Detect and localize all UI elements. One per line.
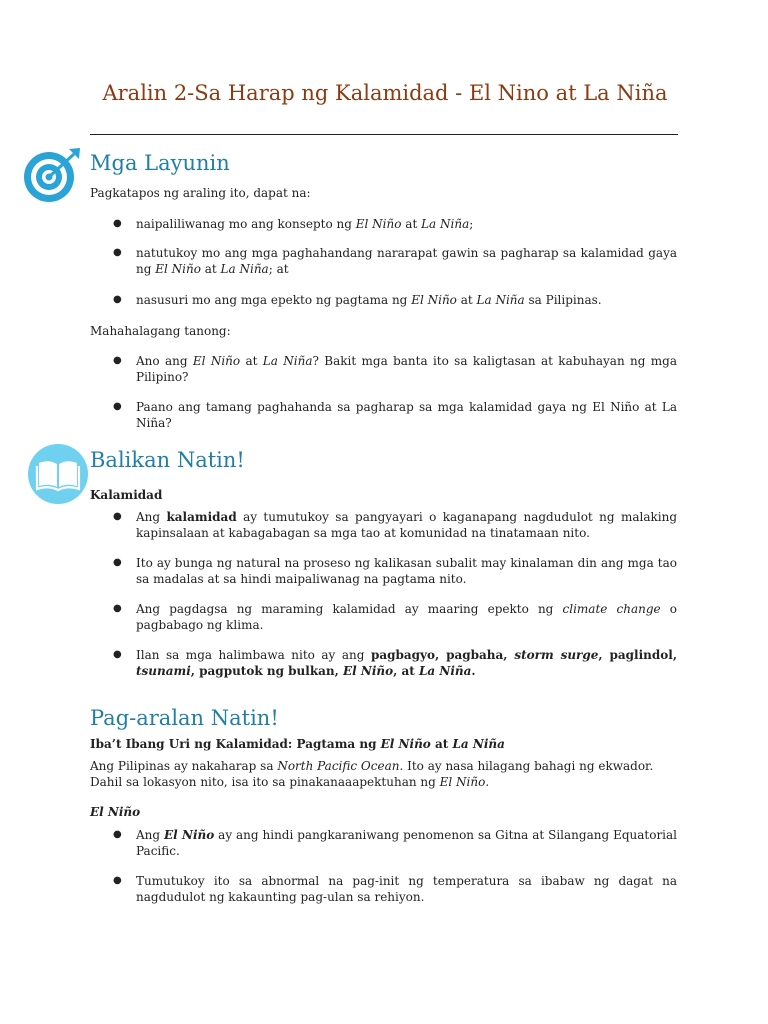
layunin-bullet-3: nasusuri mo ang mga epekto ng pagtama ng El Niño at La Niña sa Pilipinas. [136, 293, 602, 307]
bullet-dot: ● [113, 875, 122, 886]
layunin-bullet-1: naipaliliwanag mo ang konsepto ng El Niño at La Niña; [136, 217, 474, 231]
bullet-dot: ● [113, 649, 122, 660]
bullet-dot: ● [113, 247, 122, 258]
bullet-dot: ● [113, 355, 122, 366]
balikan-bullet-4: Ilan sa mga halimbawa nito ay ang pagbagyo, pagbaha, storm surge, paglindol, tsunami, pagputok ng bulkan, El Niño, at La Niña. [136, 648, 678, 678]
title-divider [90, 134, 678, 135]
balikan-subheading: Kalamidad [90, 488, 163, 502]
pagaralan-paragraph: Ang Pilipinas ay nakaharap sa North Pacific Ocean. Ito ay nasa hilagang bahagi ng ekwador. Dahil sa lokasyon nito, isa ito sa pinakanaaapektuhan ng El Niño. [90, 759, 654, 789]
elnino-bullet-1: Ang El Niño ay ang hindi pangkaraniwang penomenon sa Gitna at Silangang Equatorial Pacific. [136, 828, 678, 858]
tanong-label: Mahahalagang tanong: [90, 324, 231, 338]
balikan-bullet-1: Ang kalamidad ay tumutukoy sa pangyayari o kaganapang nagdudulot ng malaking kapinsalaan at kabagabagan sa mga tao at komunidad na tinatamaan nito. [136, 510, 677, 540]
section-heading-layunin: Mga Layunin [90, 151, 230, 175]
layunin-intro: Pagkatapos ng araling ito, dapat na: [90, 186, 311, 200]
bullet-dot: ● [113, 401, 122, 412]
bullet-dot: ● [113, 294, 122, 305]
bullet-dot: ● [113, 603, 122, 614]
book-icon [27, 443, 91, 505]
layunin-bullet-2: natutukoy mo ang mga paghahandang nararapat gawin sa pagharap sa kalamidad gaya ng El Niño at La Niña; at [136, 246, 677, 276]
elnino-bullet-2: Tumutukoy ito sa abnormal na pag-init ng temperatura sa ibabaw ng dagat na nagdudulot ng kakaunting pag-ulan sa rehiyon. [136, 874, 677, 904]
elnino-label: El Niño [90, 805, 141, 819]
section-heading-balikan: Balikan Natin! [90, 448, 245, 472]
pagaralan-subheading: Iba’t Ibang Uri ng Kalamidad: Pagtama ng El Niño at La Niña [90, 737, 505, 751]
bullet-dot: ● [113, 511, 122, 522]
tanong-bullet-2: Paano ang tamang paghahanda sa pagharap sa mga kalamidad gaya ng El Niño at La Niña? [136, 400, 677, 430]
bullet-dot: ● [113, 218, 122, 229]
tanong-bullet-1: Ano ang El Niño at La Niña? Bakit mga banta ito sa kaligtasan at kabuhayan ng mga Pilipino? [136, 354, 678, 384]
balikan-bullet-3: Ang pagdagsa ng maraming kalamidad ay maaring epekto ng climate change o pagbabago ng klima. [136, 602, 677, 632]
target-icon [22, 146, 84, 204]
page-title: Aralin 2-Sa Harap ng Kalamidad - El Nino at La Niña [102, 81, 668, 105]
section-heading-pagaralan: Pag-aralan Natin! [90, 706, 279, 730]
bullet-dot: ● [113, 557, 122, 568]
balikan-bullet-2: Ito ay bunga ng natural na proseso ng kalikasan subalit may kinalaman din ang mga tao sa madalas at sa hindi maipaliwanag na pagtama nito. [136, 556, 677, 586]
bullet-dot: ● [113, 829, 122, 840]
